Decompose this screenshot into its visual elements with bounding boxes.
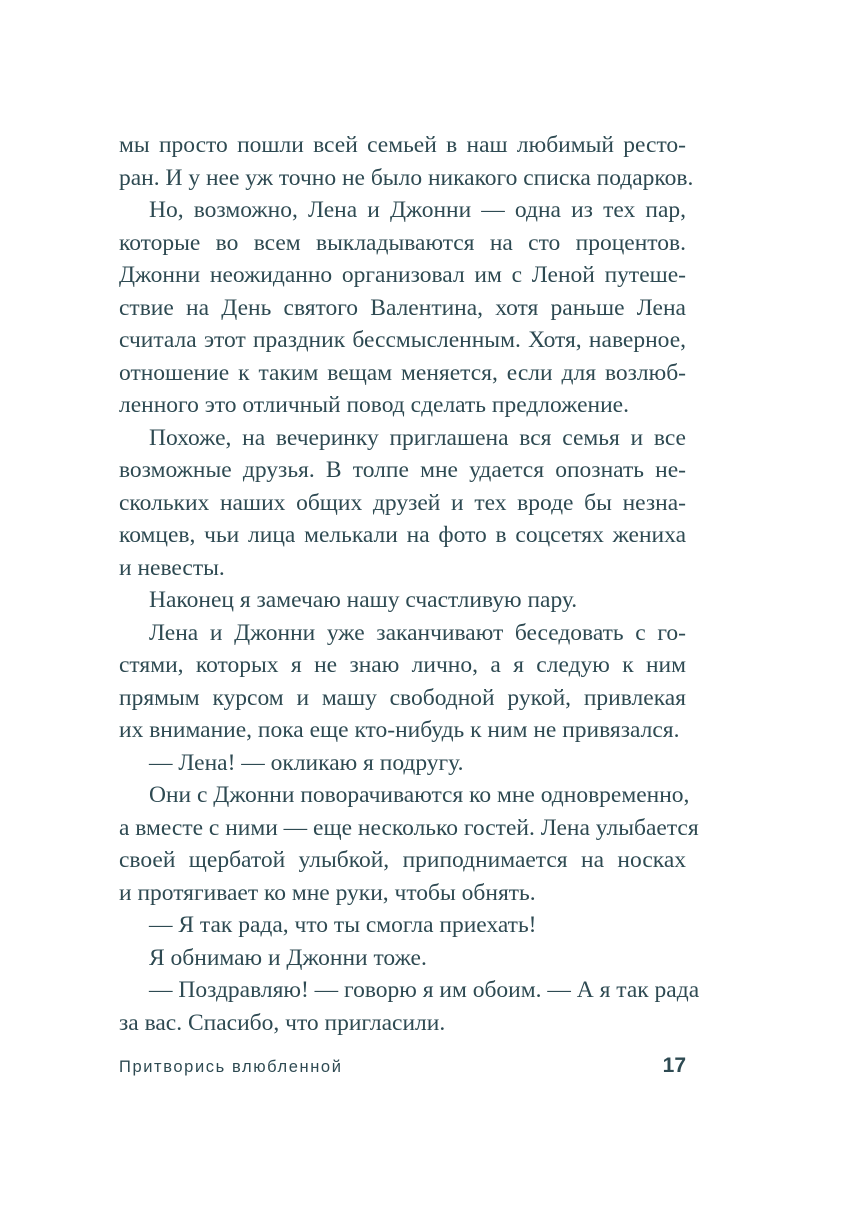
text-line: ленного это отличный повод сделать предложение. bbox=[119, 392, 629, 418]
text-line: которые во всем выкладываются на сто процентов. bbox=[119, 229, 686, 256]
text-line: Похоже, на вечеринку приглашена вся семья и все bbox=[149, 424, 686, 451]
text-line: — Я так рада, что ты смогла приехать! bbox=[149, 912, 537, 938]
text-line: возможные друзья. В толпе мне удается опознать не- bbox=[119, 457, 686, 483]
text-line: стями, которых я не знаю лично, а я следую к ним bbox=[119, 652, 686, 678]
text-line: — Лена! — окликаю я подругу. bbox=[149, 749, 464, 776]
text-line: отношение к таким вещам меняется, если для возлюб- bbox=[119, 359, 686, 386]
text-line: Джонни неожиданно организовал им с Леной путеше- bbox=[119, 262, 686, 288]
text-line: и протягивает ко мне руки, чтобы обнять. bbox=[119, 879, 536, 906]
text-line: а вместе с ними — еще несколько гостей. Лена улыбается bbox=[119, 814, 699, 841]
text-line: их внимание, пока еще кто-нибудь к ним не привязался. bbox=[119, 717, 680, 743]
text-line: скольких наших общих друзей и тех вроде бы незна- bbox=[119, 489, 686, 516]
text-line: считала этот праздник бессмысленным. Хотя, наверное, bbox=[119, 327, 686, 353]
text-line: ствие на День святого Валентина, хотя раньше Лена bbox=[119, 294, 686, 321]
text-line: комцев, чьи лица мелькали на фото в соцсетях жениха bbox=[119, 522, 686, 548]
text-line: прямым курсом и машу свободной рукой, привлекая bbox=[119, 684, 686, 711]
running-title: Притворись влюбленной bbox=[119, 1058, 343, 1076]
text-line: своей щербатой улыбкой, приподнимается на носках bbox=[119, 847, 686, 873]
text-line: — Поздравляю! — говорю я им обоим. — А я так рада bbox=[149, 977, 700, 1003]
text-line: и невесты. bbox=[119, 554, 225, 581]
text-line: Лена и Джонни уже заканчивают беседовать с го- bbox=[149, 619, 686, 646]
text-line: Наконец я замечаю нашу счастливую пару. bbox=[149, 587, 578, 613]
page-body bbox=[119, 129, 700, 1039]
text-line: мы просто пошли всей семьей в наш любимый ресто- bbox=[119, 132, 686, 158]
text-line: Но, возможно, Лена и Джонни — одна из тех пар, bbox=[149, 197, 686, 223]
page-number: 17 bbox=[662, 1054, 686, 1077]
text-line: Я обнимаю и Джонни тоже. bbox=[149, 944, 427, 971]
text-line: ран. И у нее уж точно не было никакого списка подарков. bbox=[119, 164, 694, 191]
page-footer bbox=[119, 1054, 686, 1084]
text-line: Они с Джонни поворачиваются ко мне одновременно, bbox=[149, 782, 690, 808]
text-line: за вас. Спасибо, что пригласили. bbox=[119, 1009, 446, 1036]
